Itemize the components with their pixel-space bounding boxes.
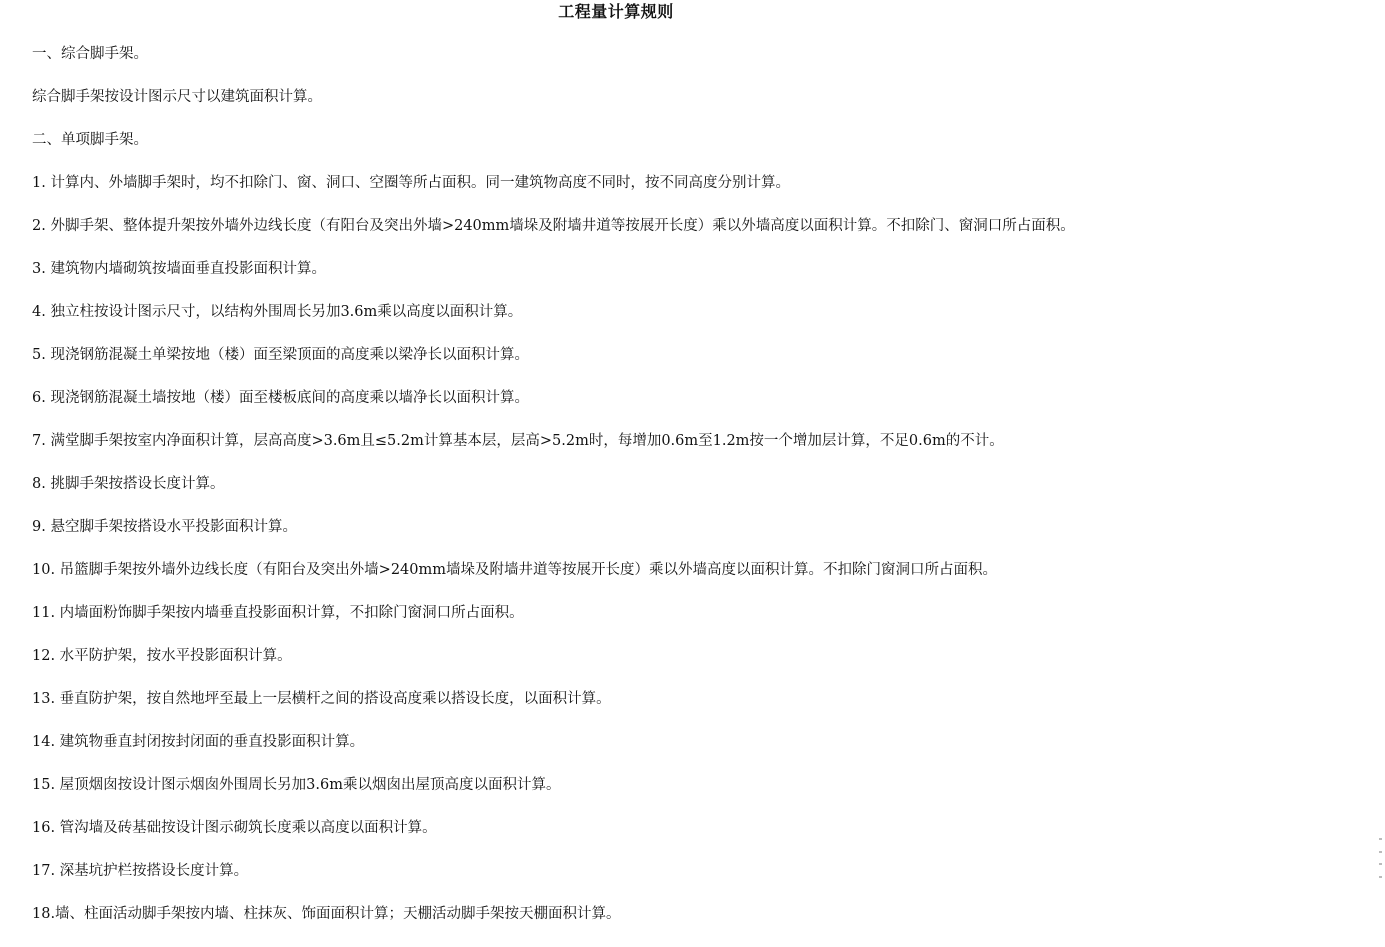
paragraph: 14. 建筑物垂直封闭按封闭面的垂直投影面积计算。 (32, 734, 365, 750)
paragraph: 18.墙、柱面活动脚手架按内墙、柱抹灰、饰面面积计算；天棚活动脚手架按天棚面积计算。 (32, 906, 621, 922)
paragraph: 4. 独立柱按设计图示尺寸，以结构外围周长另加3.6m乘以高度以面积计算。 (32, 304, 523, 320)
paragraph: 8. 挑脚手架按搭设长度计算。 (32, 476, 225, 492)
scroll-tick (1379, 851, 1382, 853)
paragraph: 3. 建筑物内墙砌筑按墙面垂直投影面积计算。 (32, 261, 326, 277)
paragraph: 13. 垂直防护架，按自然地坪至最上一层横杆之间的搭设高度乘以搭设长度，以面积计算。 (32, 691, 611, 707)
paragraph: 一、综合脚手架。 (32, 46, 148, 62)
document-body (32, 44, 1372, 947)
paragraph: 9. 悬空脚手架按搭设水平投影面积计算。 (32, 519, 297, 535)
page-title: 工程量计算规则 (558, 2, 674, 21)
paragraph: 12. 水平防护架，按水平投影面积计算。 (32, 648, 292, 664)
paragraph: 2. 外脚手架、整体提升架按外墙外边线长度（有阳台及突出外墙>240mm墙垛及附墙井道等按展开长度）乘以外墙高度以面积计算。不扣除门、窗洞口所占面积。 (32, 218, 1075, 234)
paragraph: 11. 内墙面粉饰脚手架按内墙垂直投影面积计算，不扣除门窗洞口所占面积。 (32, 605, 524, 621)
paragraph: 15. 屋顶烟囱按设计图示烟囱外围周长另加3.6m乘以烟囱出屋顶高度以面积计算。 (32, 777, 561, 793)
paragraph: 5. 现浇钢筋混凝土单梁按地（楼）面至梁顶面的高度乘以梁净长以面积计算。 (32, 347, 529, 363)
paragraph: 7. 满堂脚手架按室内净面积计算，层高高度>3.6m且≤5.2m计算基本层，层高>5.2m时，每增加0.6m至1.2m按一个增加层计算，不足0.6m的不计。 (32, 433, 1004, 449)
paragraph: 综合脚手架按设计图示尺寸以建筑面积计算。 (32, 89, 322, 105)
paragraph: 6. 现浇钢筋混凝土墙按地（楼）面至楼板底间的高度乘以墙净长以面积计算。 (32, 390, 529, 406)
paragraph: 16. 管沟墙及砖基础按设计图示砌筑长度乘以高度以面积计算。 (32, 820, 437, 836)
scroll-indicator[interactable] (1379, 838, 1383, 878)
scroll-tick (1379, 876, 1382, 878)
paragraph: 17. 深基坑护栏按搭设长度计算。 (32, 863, 249, 879)
paragraph: 10. 吊篮脚手架按外墙外边线长度（有阳台及突出外墙>240mm墙垛及附墙井道等按展开长度）乘以外墙高度以面积计算。不扣除门窗洞口所占面积。 (32, 562, 997, 578)
paragraph: 二、单项脚手架。 (32, 132, 148, 148)
scroll-tick (1379, 863, 1382, 865)
paragraph: 1. 计算内、外墙脚手架时，均不扣除门、窗、洞口、空圈等所占面积。同一建筑物高度不同时，按不同高度分别计算。 (32, 175, 790, 191)
scroll-tick (1379, 838, 1382, 840)
